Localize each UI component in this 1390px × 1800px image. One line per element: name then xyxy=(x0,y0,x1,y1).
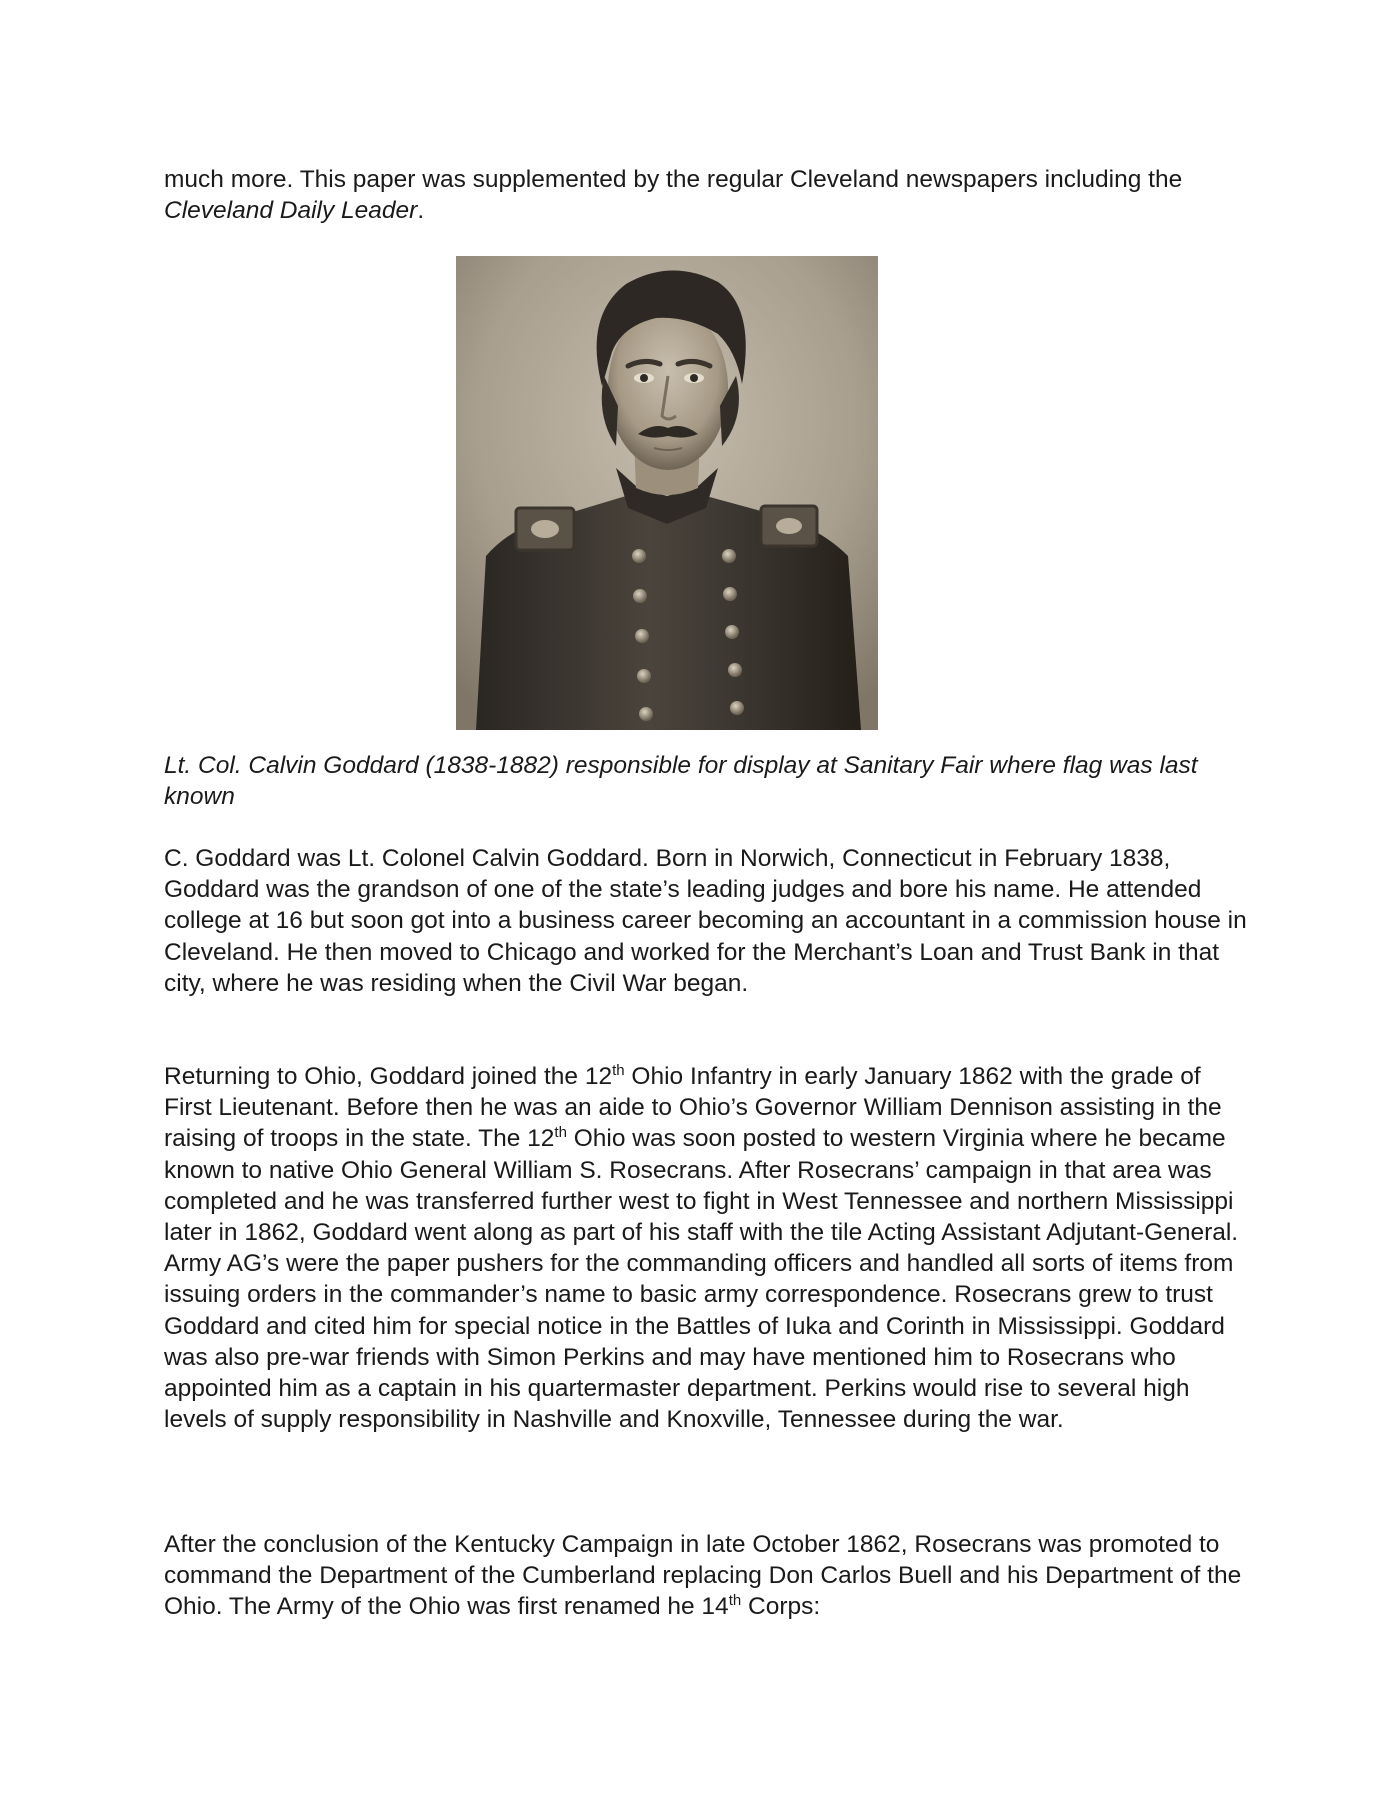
paragraph-text: C. Goddard was Lt. Colonel Calvin Goddard. Born in Norwich, Connecticut in February 1838, Goddard was the grandson of one of the state’s leading judges and bore his name. He attended college at 16 but soon got into a business career becoming an accountant in a commission house in Cleveland. He then moved to Chicago and worked for the Merchant’s Loan and Trust Bank in that city, where he was residing when the Civil War began. xyxy=(164,845,1247,997)
body-paragraph xyxy=(164,1529,1254,1623)
newspaper-title: Cleveland Daily Leader xyxy=(164,197,418,225)
photo-caption xyxy=(164,750,1254,812)
intro-text: much more. This paper was supplemented by the regular Cleveland newspapers including the xyxy=(164,166,1183,193)
paragraph-text: Returning to Ohio, Goddard joined the 12 xyxy=(164,1063,613,1090)
ordinal-suffix: th xyxy=(612,1062,625,1079)
ordinal-suffix: th xyxy=(554,1124,567,1142)
portrait-photo xyxy=(456,256,878,730)
ordinal-suffix: th xyxy=(728,1592,742,1610)
body-paragraph xyxy=(164,1061,1254,1435)
body-paragraph xyxy=(164,843,1254,999)
paragraph-text: Ohio Infantry in early January 1862 with the grade of First Lieutenant. Before then he was an aide to Ohio’s Governor William Dennison assisting in the raising of troops in the state. The 12 xyxy=(164,1063,1222,1153)
intro-paragraph xyxy=(164,164,1254,226)
paragraph-text: Corps: xyxy=(741,1593,821,1621)
paragraph-text: Ohio was soon posted to western Virginia where he became known to native Ohio General William S. Rosecrans. After Rosecrans’ campaign in that area was completed and he was transferred further west to fight in West Tennessee and northern Mississippi later in 1862, Goddard went along as part of his staff with the tile Acting Assistant Adjutant-General. Army AG’s were the paper pushers for the commanding officers and handled all sorts of items from issuing orders in the commander’s name to basic army correspondence. Rosecrans grew to trust Goddard and cited him for special notice in the Battles of Iuka and Corinth in Mississippi. Goddard was also pre-war friends with Simon Perkins and may have mentioned him to Rosecrans who appointed him as a captain in his quartermaster department. Perkins would rise to several high levels of supply responsibility in Nashville and Knoxville, Tennessee during the war. xyxy=(164,1125,1239,1434)
caption-text: Lt. Col. Calvin Goddard (1838-1882) responsible for display at Sanitary Fair where flag was last known xyxy=(164,752,1198,811)
intro-end-punctuation: . xyxy=(417,197,425,225)
portrait-photo-image xyxy=(456,256,878,730)
paragraph-text: After the conclusion of the Kentucky Campaign in late October 1862, Rosecrans was promoted to command the Department of the Cumberland replacing Don Carlos Buell and his Department of the Ohio. The Army of the Ohio was first renamed he 14 xyxy=(164,1531,1242,1621)
